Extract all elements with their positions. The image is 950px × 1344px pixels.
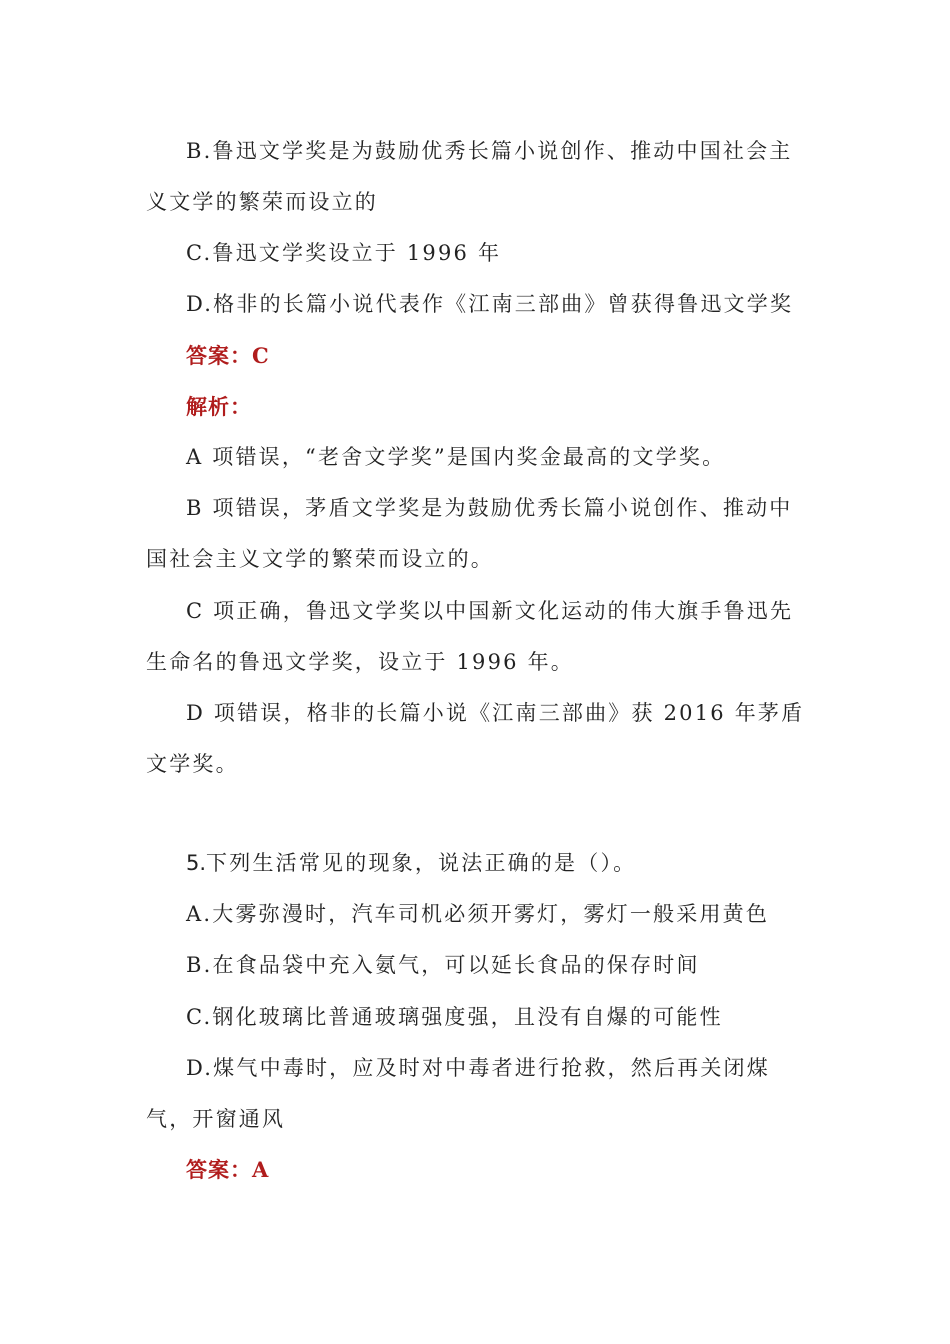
q4-answer: 答案：C — [186, 343, 270, 368]
q4-analysis-a: A 项错误，“老舍文学奖”是国内奖金最高的文学奖。 — [186, 445, 726, 469]
q5-option-c: C.钢化玻璃比普通玻璃强度强，且没有自爆的可能性 — [186, 1005, 723, 1029]
q4-option-c: C.鲁迅文学奖设立于 1996 年 — [186, 241, 502, 265]
q5-question-line — [146, 838, 808, 889]
q5-option-b: B.在食品袋中充入氨气，可以延长食品的保存时间 — [186, 953, 700, 977]
q4-option-d: D.格非的长篇小说代表作《江南三部曲》曾获得鲁迅文学奖 — [186, 292, 794, 316]
q4-analysis-c: C 项正确，鲁迅文学奖以中国新文化运动的伟大旗手鲁迅先生命名的鲁迅文学奖，设立于 1996 年。 — [146, 599, 794, 674]
q5-option-a: A.大雾弥漫时，汽车司机必须开雾灯，雾灯一般采用黄色 — [186, 902, 770, 926]
q4-option-b: B.鲁迅文学奖是为鼓励优秀长篇小说创作、推动中国社会主义文学的繁荣而设立的 — [146, 139, 793, 214]
q4-analysis-title: 解析： — [186, 394, 252, 419]
q4-analysis-d: D 项错误，格非的长篇小说《江南三部曲》获 2016 年茅盾文学奖。 — [146, 701, 805, 776]
q4-analysis-b: B 项错误，茅盾文学奖是为鼓励优秀长篇小说创作、推动中国社会主义文学的繁荣而设立的。 — [146, 496, 793, 571]
q5-number: 5. — [186, 851, 207, 875]
q5-question: 下列生活常见的现象，说法正确的是（）。 — [206, 851, 637, 875]
q5-option-d: D.煤气中毒时，应及时对中毒者进行抢救，然后再关闭煤气，开窗通风 — [146, 1056, 770, 1131]
q5-answer: 答案：A — [186, 1157, 270, 1182]
